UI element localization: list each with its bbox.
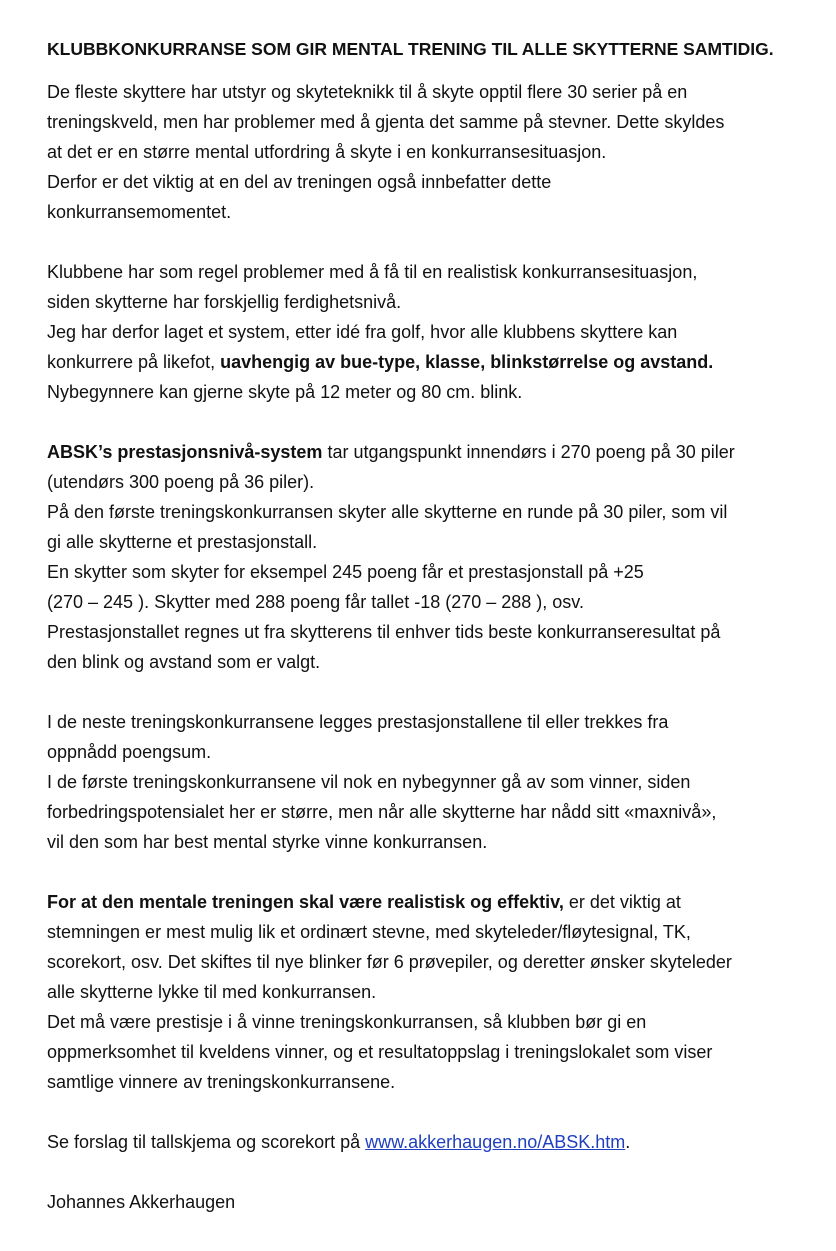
website-link[interactable]: www.akkerhaugen.no/ABSK.htm bbox=[365, 1132, 626, 1152]
text-line: oppnådd poengsum. bbox=[47, 742, 212, 762]
text-line: I de neste treningskonkurransene legges prestasjonstallene til eller trekkes fra bbox=[47, 712, 669, 732]
bold-text: uavhengig av bue-type, klasse, blinkstørrelse og avstand. bbox=[220, 352, 714, 372]
text-line: gi alle skytterne et prestasjonstall. bbox=[47, 532, 318, 552]
text-line: Nybegynnere kan gjerne skyte på 12 meter og 80 cm. blink. bbox=[47, 382, 523, 402]
text-line: samtlige vinnere av treningskonkurransene. bbox=[47, 1072, 396, 1092]
text-segment: Se forslag til tallskjema og scorekort på bbox=[47, 1132, 366, 1152]
bold-text: ABSK’s prestasjonsnivå-system bbox=[47, 442, 323, 462]
text-line: (270 – 245 ). Skytter med 288 poeng får tallet -18 (270 – 288 ), osv. bbox=[47, 592, 584, 612]
text-line: Klubbene har som regel problemer med å få til en realistisk konkurransesituasjon, bbox=[47, 262, 698, 282]
text-line: at det er en større mental utfordring å skyte i en konkurransesituasjon. bbox=[47, 142, 607, 162]
text-line: konkurransemomentet. bbox=[47, 202, 232, 222]
paragraph-intro bbox=[47, 77, 817, 227]
paragraph-mental-training bbox=[47, 887, 817, 1097]
text-line: den blink og avstand som er valgt. bbox=[47, 652, 321, 672]
text-line bbox=[47, 1127, 817, 1157]
bold-text: For at den mentale treningen skal være realistisk og effektiv, bbox=[47, 892, 564, 912]
text-line: Det må være prestisje i å vinne treningskonkurransen, så klubben bør gi en bbox=[47, 1012, 647, 1032]
text-line: siden skytterne har forskjellig ferdighetsnivå. bbox=[47, 292, 402, 312]
text-line: vil den som har best mental styrke vinne konkurransen. bbox=[47, 832, 488, 852]
signature: Johannes Akkerhaugen bbox=[47, 1192, 236, 1212]
text-segment: . bbox=[625, 1132, 631, 1152]
text-line: treningskveld, men har problemer med å gjenta det samme på stevner. Dette skyldes bbox=[47, 112, 725, 132]
paragraph-clubs bbox=[47, 257, 817, 407]
text-line: oppmerksomhet til kveldens vinner, og et resultatoppslag i treningslokalet som viser bbox=[47, 1042, 713, 1062]
text-line: Prestasjonstallet regnes ut fra skytterens til enhver tids beste konkurranseresultat på bbox=[47, 622, 721, 642]
text-line: De fleste skyttere har utstyr og skyteteknikk til å skyte opptil flere 30 serier på en bbox=[47, 82, 688, 102]
paragraph-next-competitions bbox=[47, 707, 817, 857]
text-line: Derfor er det viktig at en del av treningen også innbefatter dette bbox=[47, 172, 552, 192]
text-line: På den første treningskonkurransen skyter alle skytterne en runde på 30 piler, som vil bbox=[47, 502, 728, 522]
text-line bbox=[47, 887, 817, 917]
text-line: Jeg har derfor laget et system, etter idé fra golf, hvor alle klubbens skyttere kan bbox=[47, 322, 678, 342]
document-title: KLUBBKONKURRANSE SOM GIR MENTAL TRENING TIL ALLE SKYTTERNE SAMTIDIG. bbox=[47, 39, 774, 59]
text-line: scorekort, osv. Det skiftes til nye blinker før 6 prøvepiler, og deretter ønsker skyteleder bbox=[47, 952, 732, 972]
document bbox=[47, 34, 817, 1217]
text-line: alle skytterne lykke til med konkurransen. bbox=[47, 982, 377, 1002]
text-line: (utendørs 300 poeng på 36 piler). bbox=[47, 472, 315, 492]
text-line: forbedringspotensialet her er større, men når alle skytterne har nådd sitt «maxnivå», bbox=[47, 802, 717, 822]
text-line: I de første treningskonkurransene vil nok en nybegynner gå av som vinner, siden bbox=[47, 772, 691, 792]
text-line: stemningen er mest mulig lik et ordinært stevne, med skyteleder/fløytesignal, TK, bbox=[47, 922, 691, 942]
text-line bbox=[47, 437, 817, 467]
text-line: En skytter som skyter for eksempel 245 poeng får et prestasjonstall på +25 bbox=[47, 562, 644, 582]
text-segment: er det viktig at bbox=[563, 892, 681, 912]
text-line bbox=[47, 347, 817, 377]
text-segment: konkurrere på likefot, bbox=[47, 352, 221, 372]
text-segment: tar utgangspunkt innendørs i 270 poeng på 30 piler bbox=[322, 442, 735, 462]
paragraph-system bbox=[47, 437, 817, 677]
paragraph-see-proposal bbox=[47, 1127, 817, 1157]
